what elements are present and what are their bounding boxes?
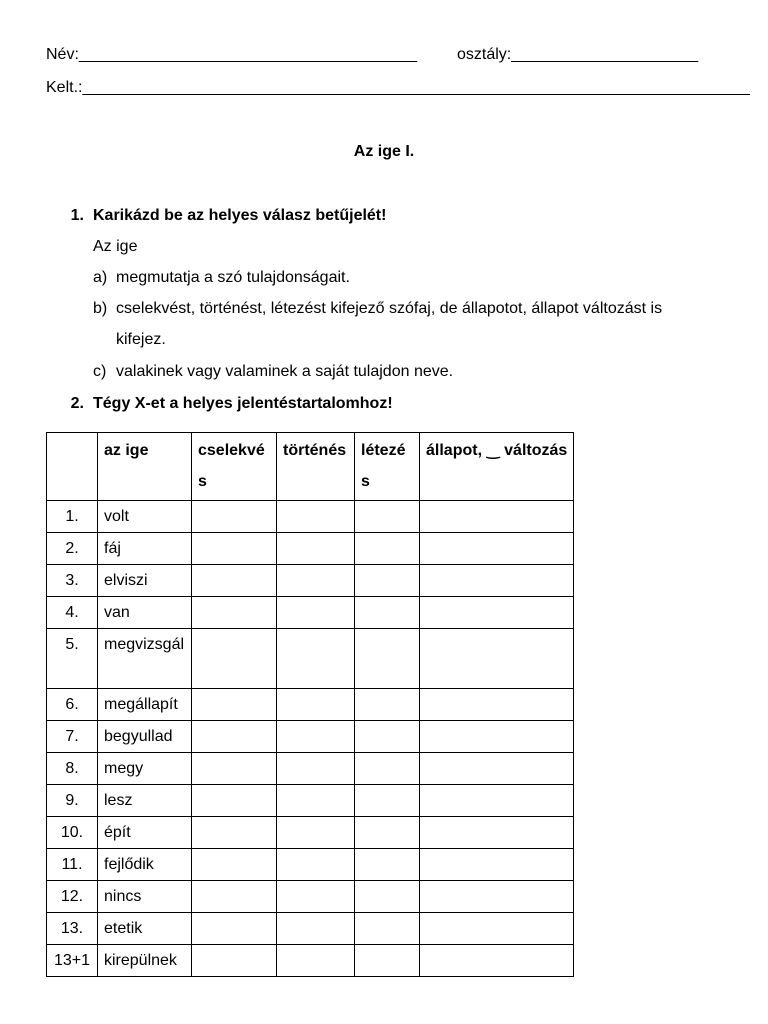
existence-cell[interactable] xyxy=(355,817,420,849)
row-number: 13+1 xyxy=(47,945,98,977)
option-b-letter: b) xyxy=(93,300,108,317)
option-b-text-continued: kifejez. xyxy=(116,331,166,348)
action-cell[interactable] xyxy=(192,565,277,597)
existence-cell[interactable] xyxy=(355,533,420,565)
row-verb: nincs xyxy=(98,881,192,913)
table-row xyxy=(47,817,574,849)
header-verb: az ige xyxy=(98,433,192,501)
row-verb: fejlődik xyxy=(98,849,192,881)
option-b-text: cselekvést, történést, létezést kifejező szófaj, de állapotot, állapot változást is xyxy=(116,300,663,317)
existence-cell[interactable] xyxy=(355,565,420,597)
state-change-cell[interactable] xyxy=(420,753,574,785)
row-verb: begyullad xyxy=(98,721,192,753)
action-cell[interactable] xyxy=(192,721,277,753)
row-number: 11. xyxy=(47,849,98,881)
row-verb: van xyxy=(98,597,192,629)
action-cell[interactable] xyxy=(192,629,277,689)
event-cell[interactable] xyxy=(277,721,355,753)
task1-number: 1. xyxy=(70,207,84,224)
row-number: 7. xyxy=(47,721,98,753)
existence-cell[interactable] xyxy=(355,629,420,689)
action-cell[interactable] xyxy=(192,785,277,817)
task1-stem: Az ige xyxy=(93,238,138,255)
state-change-cell[interactable] xyxy=(420,881,574,913)
event-cell[interactable] xyxy=(277,629,355,689)
state-change-cell[interactable] xyxy=(420,721,574,753)
existence-cell[interactable] xyxy=(355,689,420,721)
state-change-cell[interactable] xyxy=(420,689,574,721)
existence-cell[interactable] xyxy=(355,501,420,533)
event-cell[interactable] xyxy=(277,945,355,977)
event-cell[interactable] xyxy=(277,785,355,817)
option-a-text: megmutatja a szó tulajdonságait. xyxy=(116,269,350,286)
table-row xyxy=(47,881,574,913)
event-cell[interactable] xyxy=(277,913,355,945)
action-cell[interactable] xyxy=(192,501,277,533)
task1-instruction: Karikázd be az helyes válasz betűjelét! xyxy=(93,207,387,224)
table-row xyxy=(47,785,574,817)
state-change-cell[interactable] xyxy=(420,501,574,533)
event-cell[interactable] xyxy=(277,533,355,565)
existence-cell[interactable] xyxy=(355,913,420,945)
table-row xyxy=(47,689,574,721)
row-number: 12. xyxy=(47,881,98,913)
table-row xyxy=(47,565,574,597)
event-cell[interactable] xyxy=(277,501,355,533)
action-cell[interactable] xyxy=(192,817,277,849)
table-row xyxy=(47,533,574,565)
row-verb: kirepülnek xyxy=(98,945,192,977)
table-row xyxy=(47,849,574,881)
row-verb: etetik xyxy=(98,913,192,945)
row-number: 5. xyxy=(47,629,98,689)
row-verb: épít xyxy=(98,817,192,849)
header-action: cselekvés xyxy=(192,433,277,501)
table-row xyxy=(47,629,574,689)
action-cell[interactable] xyxy=(192,913,277,945)
header-event: történés xyxy=(277,433,355,501)
state-change-cell[interactable] xyxy=(420,629,574,689)
event-cell[interactable] xyxy=(277,817,355,849)
action-cell[interactable] xyxy=(192,597,277,629)
verb-meaning-table xyxy=(46,432,574,977)
state-change-cell[interactable] xyxy=(420,785,574,817)
table-row xyxy=(47,501,574,533)
row-number: 1. xyxy=(47,501,98,533)
state-change-cell[interactable] xyxy=(420,533,574,565)
table-row xyxy=(47,945,574,977)
table-row xyxy=(47,913,574,945)
state-change-cell[interactable] xyxy=(420,597,574,629)
row-verb: lesz xyxy=(98,785,192,817)
table-row xyxy=(47,753,574,785)
state-change-cell[interactable] xyxy=(420,817,574,849)
state-change-cell[interactable] xyxy=(420,849,574,881)
row-verb: megy xyxy=(98,753,192,785)
header-state-change: állapot, ‿ változás xyxy=(420,433,574,501)
row-number: 9. xyxy=(47,785,98,817)
date-field: Kelt.:___________________________________________________________________________ xyxy=(46,79,750,96)
state-change-cell[interactable] xyxy=(420,945,574,977)
task2-number: 2. xyxy=(70,395,84,412)
header-number xyxy=(47,433,98,501)
header-existence: létezés xyxy=(355,433,420,501)
event-cell[interactable] xyxy=(277,597,355,629)
table-row xyxy=(47,597,574,629)
row-number: 2. xyxy=(47,533,98,565)
row-verb: megvizsgál xyxy=(98,629,192,689)
action-cell[interactable] xyxy=(192,945,277,977)
existence-cell[interactable] xyxy=(355,753,420,785)
existence-cell[interactable] xyxy=(355,945,420,977)
action-cell[interactable] xyxy=(192,753,277,785)
option-c-text: valakinek vagy valaminek a saját tulajdon neve. xyxy=(116,363,454,380)
row-verb: megállapít xyxy=(98,689,192,721)
option-c-letter: c) xyxy=(93,363,107,380)
class-field: osztály:_____________________ xyxy=(457,46,699,63)
action-cell[interactable] xyxy=(192,881,277,913)
action-cell[interactable] xyxy=(192,849,277,881)
row-number: 10. xyxy=(47,817,98,849)
existence-cell[interactable] xyxy=(355,881,420,913)
row-number: 8. xyxy=(47,753,98,785)
row-verb: volt xyxy=(98,501,192,533)
row-number: 6. xyxy=(47,689,98,721)
table-row xyxy=(47,721,574,753)
row-number: 13. xyxy=(47,913,98,945)
row-number: 4. xyxy=(47,597,98,629)
existence-cell[interactable] xyxy=(355,597,420,629)
event-cell[interactable] xyxy=(277,881,355,913)
action-cell[interactable] xyxy=(192,533,277,565)
state-change-cell[interactable] xyxy=(420,913,574,945)
existence-cell[interactable] xyxy=(355,785,420,817)
event-cell[interactable] xyxy=(277,565,355,597)
table-header-row xyxy=(47,433,574,501)
row-number: 3. xyxy=(47,565,98,597)
option-a-letter: a) xyxy=(93,269,108,286)
event-cell[interactable] xyxy=(277,849,355,881)
state-change-cell[interactable] xyxy=(420,565,574,597)
row-verb: elviszi xyxy=(98,565,192,597)
name-field: Név:______________________________________ xyxy=(46,46,418,63)
action-cell[interactable] xyxy=(192,689,277,721)
event-cell[interactable] xyxy=(277,753,355,785)
page-title: Az ige I. xyxy=(353,143,415,160)
row-verb: fáj xyxy=(98,533,192,565)
event-cell[interactable] xyxy=(277,689,355,721)
existence-cell[interactable] xyxy=(355,849,420,881)
task2-instruction: Tégy X-et a helyes jelentéstartalomhoz! xyxy=(93,395,393,412)
existence-cell[interactable] xyxy=(355,721,420,753)
